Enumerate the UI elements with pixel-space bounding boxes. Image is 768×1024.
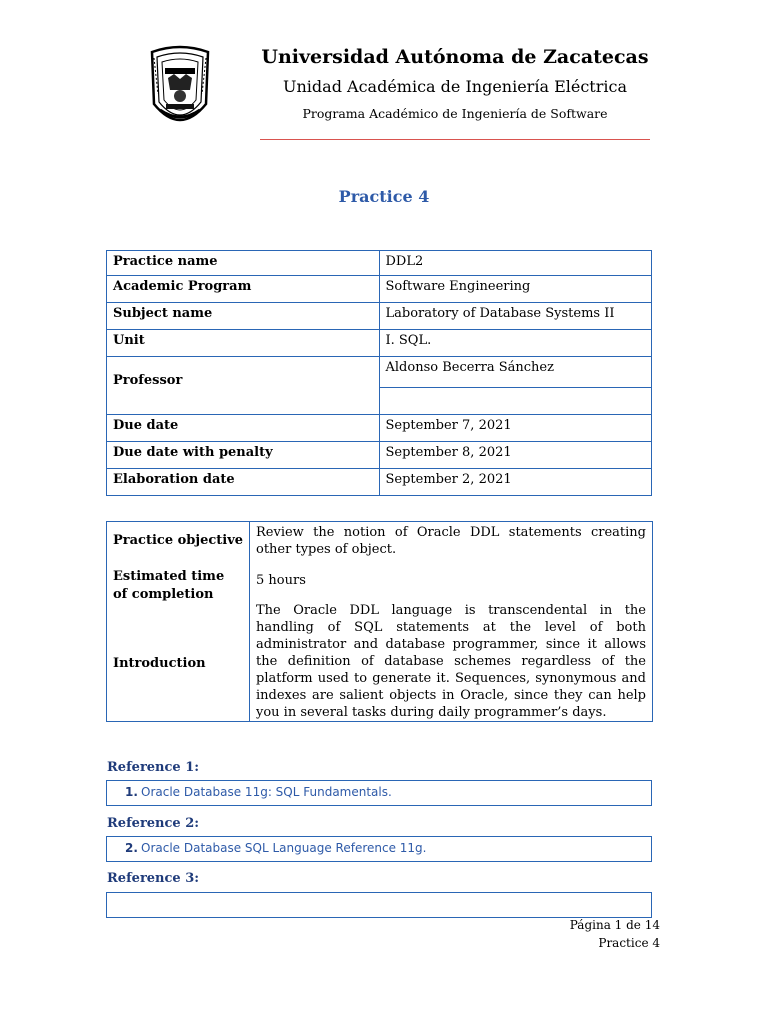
due-date-penalty-label: Due date with penalty bbox=[107, 442, 380, 469]
table-row bbox=[107, 469, 652, 496]
unit-label: Unit bbox=[107, 330, 380, 357]
unit-value: I. SQL. bbox=[379, 330, 652, 357]
reference-1-box bbox=[106, 780, 652, 806]
table-row bbox=[107, 442, 652, 469]
elaboration-date-label: Elaboration date bbox=[107, 469, 380, 496]
professor-value-2 bbox=[379, 388, 652, 415]
practice-name-value: DDL2 bbox=[379, 251, 652, 276]
details-values bbox=[250, 522, 653, 722]
footer-doc-title: Practice 4 bbox=[598, 936, 660, 950]
due-date-penalty-value: September 8, 2021 bbox=[379, 442, 652, 469]
academic-program-value: Software Engineering bbox=[379, 276, 652, 303]
subject-name-label: Subject name bbox=[107, 303, 380, 330]
practice-name-label: Practice name bbox=[107, 251, 380, 276]
page-number: Página 1 de 14 bbox=[569, 918, 660, 932]
professor-value: Aldonso Becerra Sánchez bbox=[379, 357, 652, 388]
elaboration-date-value: September 2, 2021 bbox=[379, 469, 652, 496]
time-label: Estimated time of completion bbox=[113, 569, 225, 602]
reference-2-number: 2. bbox=[125, 841, 138, 855]
header-divider bbox=[260, 139, 650, 140]
table-row bbox=[107, 330, 652, 357]
reference-1-heading: Reference 1: bbox=[107, 760, 200, 775]
subject-name-value: Laboratory of Database Systems II bbox=[379, 303, 652, 330]
table-row bbox=[107, 522, 653, 722]
reference-3-box bbox=[106, 892, 652, 918]
time-text: 5 hours bbox=[256, 573, 306, 588]
reference-2-box bbox=[106, 836, 652, 862]
academic-program: Programa Académico de Ingeniería de Software bbox=[302, 106, 608, 121]
practice-info-table bbox=[106, 250, 652, 496]
table-row bbox=[107, 276, 652, 303]
table-row bbox=[107, 357, 652, 388]
due-date-label: Due date bbox=[107, 415, 380, 442]
reference-2-text: Oracle Database SQL Language Reference 11g. bbox=[141, 841, 427, 855]
objective-text: Review the notion of Oracle DDL statements creating other types of object. bbox=[256, 525, 646, 557]
university-seal-icon bbox=[148, 44, 212, 132]
academic-unit: Unidad Académica de Ingeniería Eléctrica bbox=[283, 77, 627, 96]
university-name: Universidad Autónoma de Zacatecas bbox=[261, 46, 649, 68]
table-row bbox=[107, 251, 652, 276]
objective-label: Practice objective bbox=[113, 533, 244, 548]
practice-details-table bbox=[106, 521, 653, 722]
professor-label: Professor bbox=[107, 357, 380, 415]
introduction-label: Introduction bbox=[113, 656, 206, 671]
academic-program-label: Academic Program bbox=[107, 276, 380, 303]
table-row bbox=[107, 303, 652, 330]
reference-2-heading: Reference 2: bbox=[107, 816, 200, 831]
due-date-value: September 7, 2021 bbox=[379, 415, 652, 442]
reference-1-text: Oracle Database 11g: SQL Fundamentals. bbox=[141, 785, 392, 799]
reference-1-number: 1. bbox=[125, 785, 138, 799]
introduction-text: The Oracle DDL language is transcendental in the handling of SQL statements at the level of both administrator and database programmer, since it allows the definition of database schemes regardless of the platform used to generate it. Sequences, synonymous and indexes are salient objects in Oracle, since they can help you in several tasks during daily programmer’s days. bbox=[256, 603, 646, 720]
reference-3-heading: Reference 3: bbox=[107, 871, 200, 886]
table-row bbox=[107, 415, 652, 442]
details-labels bbox=[107, 522, 250, 722]
practice-title: Practice 4 bbox=[338, 187, 430, 206]
